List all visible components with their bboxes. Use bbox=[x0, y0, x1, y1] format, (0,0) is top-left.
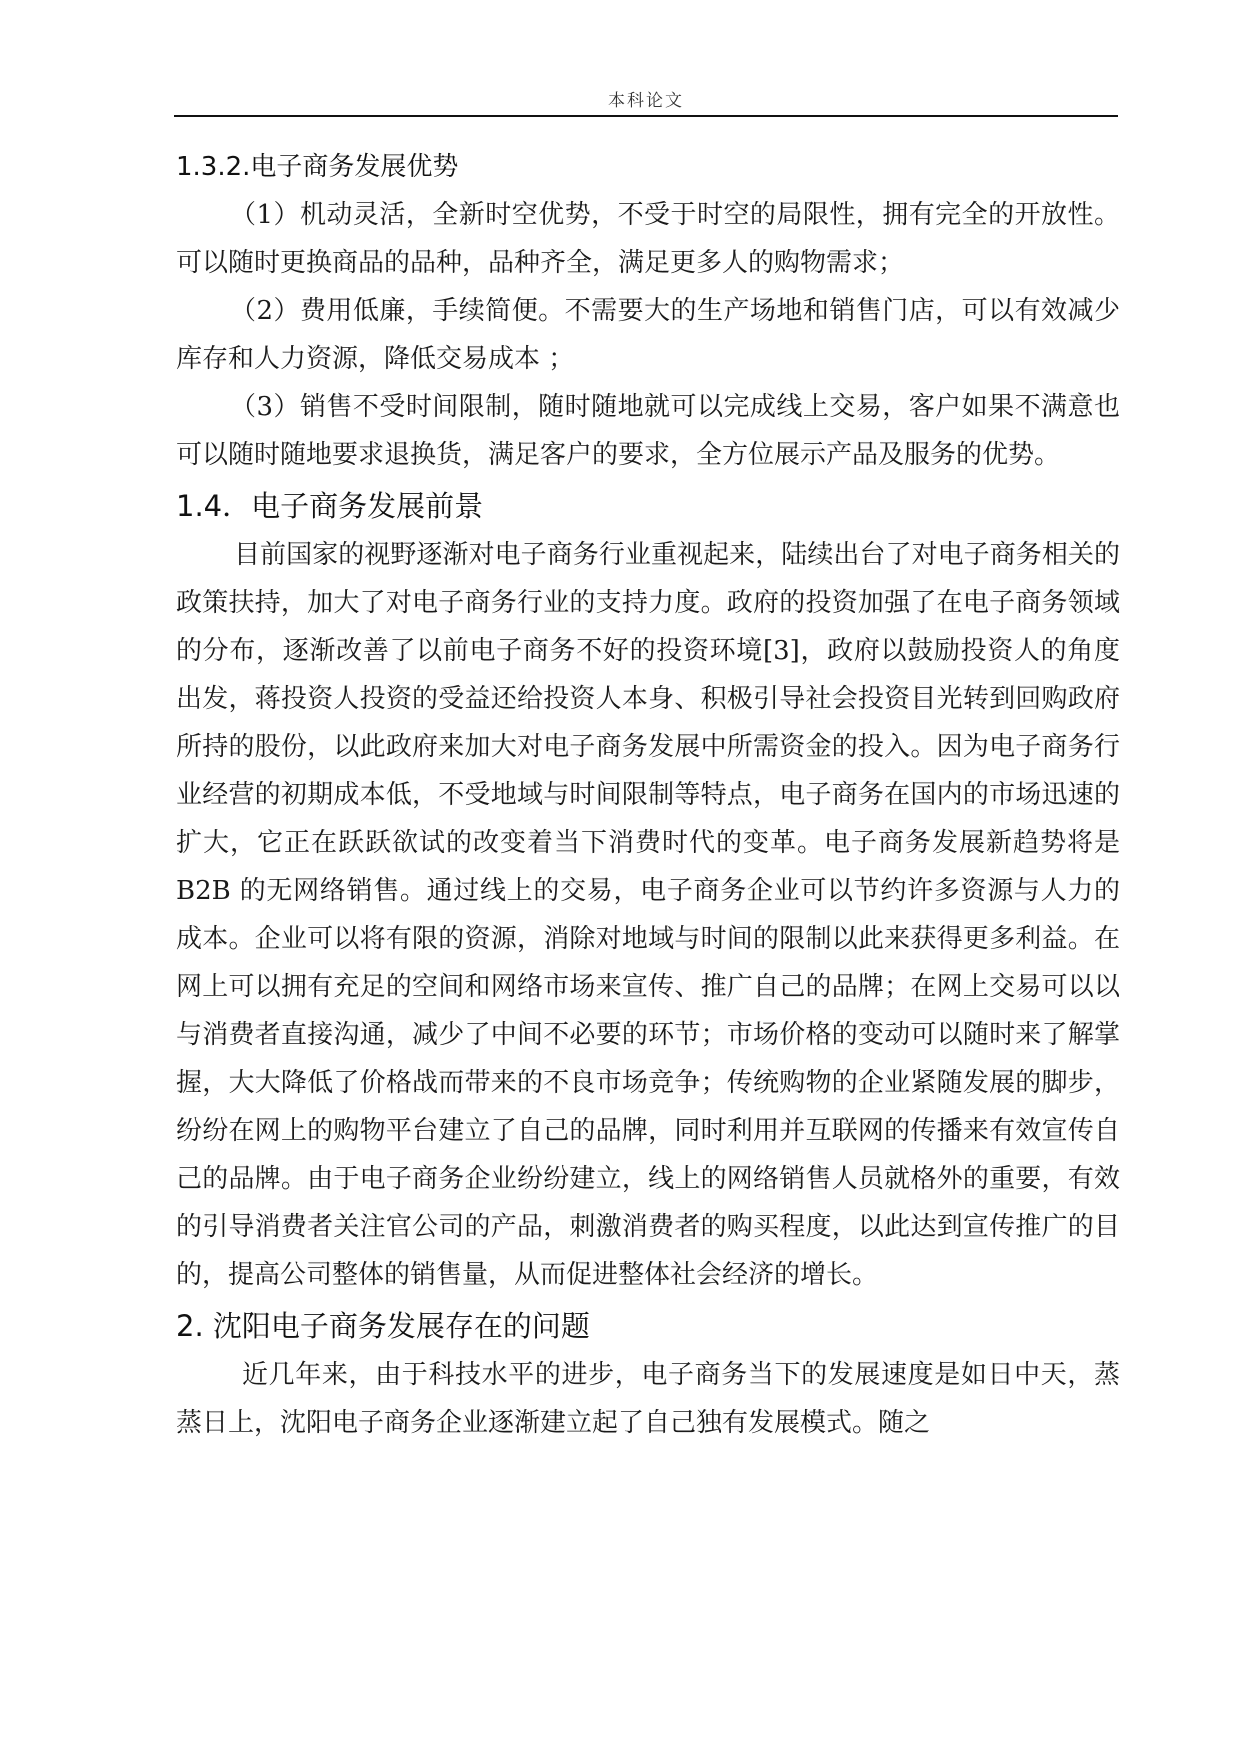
header-divider bbox=[174, 115, 1118, 117]
section-heading-1-4: 1.4．电子商务发展前景 bbox=[176, 489, 484, 523]
advantage-item-3: （3）销售不受时间限制，随时随地就可以完成线上交易，客户如果不满意也可以随时随地要求退换货，满足客户的要求，全方位展示产品及服务的优势。 bbox=[176, 392, 1120, 470]
problems-paragraph: 近几年来，由于科技水平的进步，电子商务当下的发展速度是如日中天，蒸蒸日上，沈阳电子商务企业逐渐建立起了自己独有发展模式。随之 bbox=[176, 1360, 1120, 1438]
document-body bbox=[176, 143, 1120, 1447]
section-heading-2: 2. 沈阳电子商务发展存在的问题 bbox=[176, 1309, 590, 1343]
prospects-paragraph: 目前国家的视野逐渐对电子商务行业重视起来，陆续出台了对电子商务相关的政策扶持，加大了对电子商务行业的支持力度。政府的投资加强了在电子商务领域的分布，逐渐改善了以前电子商务不好的投资环境[3]，政府以鼓励投资人的角度出发，蒋投资人投资的受益还给投资人本身、积极引导社会投资目光转到回购政府所持的股份，以此政府来加大对电子商务发展中所需资金的投入。因为电子商务行业经营的初期成本低，不受地域与时间限制等特点，电子商务在国内的市场迅速的扩大，它正在跃跃欲试的改变着当下消费时代的变革。电子商务发展新趋势将是 B2B 的无网络销售。通过线上的交易，电子商务企业可以节约许多资源与人力的成本。企业可以将有限的资源，消除对地域与时间的限制以此来获得更多利益。在网上可以拥有充足的空间和网络市场来宣传、推广自己的品牌；在网上交易可以以与消费者直接沟通，减少了中间不必要的环节；市场价格的变动可以随时来了解掌握，大大降低了价格战而带来的不良市场竞争；传统购物的企业紧随发展的脚步，纷纷在网上的购物平台建立了自己的品牌，同时利用并互联网的传播来有效宣传自己的品牌。由于电子商务企业纷纷建立，线上的网络销售人员就格外的重要，有效的引导消费者关注官公司的产品，刺激消费者的购买程度，以此达到宣传推广的目的，提高公司整体的销售量，从而促进整体社会经济的增长。 bbox=[176, 540, 1120, 1290]
advantage-item-2: （2）费用低廉，手续简便。不需要大的生产场地和销售门店，可以有效减少库存和人力资源，降低交易成本 ； bbox=[176, 296, 1120, 374]
section-heading-1-3-2: 1.3.2.电子商务发展优势 bbox=[176, 152, 459, 182]
advantage-item-1: （1）机动灵活，全新时空优势，不受于时空的局限性，拥有完全的开放性。可以随时更换商品的品种，品种齐全，满足更多人的购物需求； bbox=[176, 200, 1120, 278]
page-header-title: 本科论文 bbox=[608, 91, 684, 111]
